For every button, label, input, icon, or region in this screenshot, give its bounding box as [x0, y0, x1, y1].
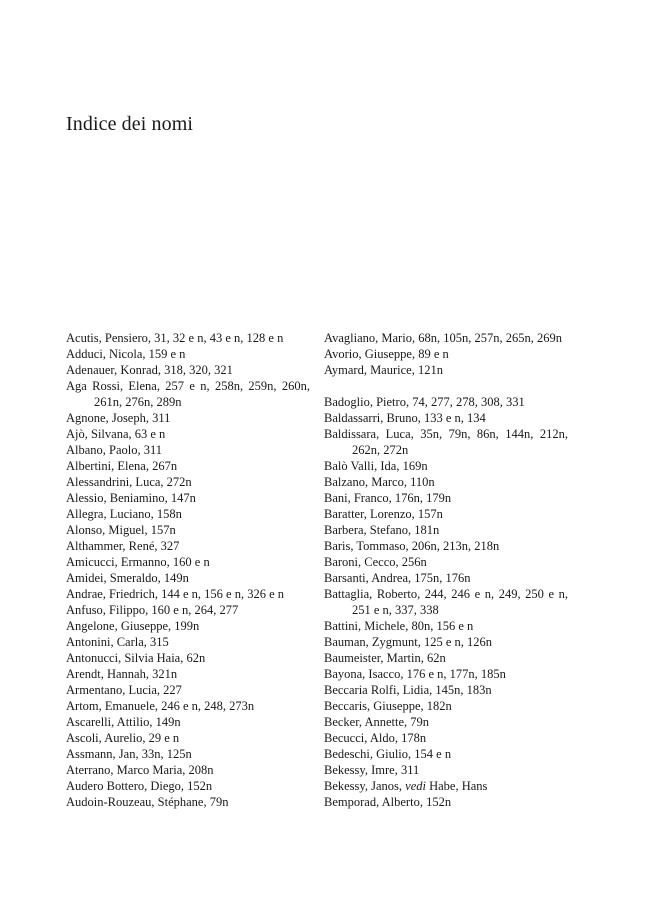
index-entry: Bemporad, Alberto, 152n: [324, 795, 452, 809]
index-entry: Angelone, Giuseppe, 199n: [66, 619, 200, 633]
group-separator: [324, 378, 568, 394]
index-entry: Andrae, Friedrich, 144 e n, 156 e n, 326 e n: [66, 587, 284, 601]
index-entry: Baris, Tommaso, 206n, 213n, 218n: [324, 539, 500, 553]
index-group-av: [324, 330, 568, 378]
index-group-b-end: [324, 794, 568, 810]
index-entry: Battini, Michele, 80n, 156 e n: [324, 619, 474, 633]
index-entry: Althammer, René, 327: [66, 539, 180, 553]
index-entry: Antonini, Carla, 315: [66, 635, 169, 649]
index-entry: Beccaria Rolfi, Lidia, 145n, 183n: [324, 683, 492, 697]
index-entry: Becucci, Aldo, 178n: [324, 731, 427, 745]
page-title: Indice dei nomi: [66, 113, 194, 135]
index-entry: Amicucci, Ermanno, 160 e n: [66, 555, 210, 569]
index-entry: Barsanti, Andrea, 175n, 176n: [324, 571, 471, 585]
index-entry: Alessandrini, Luca, 272n: [66, 475, 192, 489]
cross-reference-vedi: vedi: [405, 779, 426, 793]
index-entry: Bekessy, Imre, 311: [324, 763, 420, 777]
index-entry: Armentano, Lucia, 227: [66, 683, 182, 697]
index-entry: Battaglia, Roberto, 244, 246 e n, 249, 250 e n, 251 e n, 337, 338: [324, 587, 568, 617]
index-entry: Baratter, Lorenzo, 157n: [324, 507, 443, 521]
index-entry: Avorio, Giuseppe, 89 e n: [324, 347, 449, 361]
index-entry: Adenauer, Konrad, 318, 320, 321: [66, 363, 233, 377]
index-entry: Audoin-Rouzeau, Stéphane, 79n: [66, 795, 229, 809]
index-group-b: [324, 394, 568, 778]
entry-text: Habe, Hans: [425, 779, 488, 793]
index-entry: Baldassarri, Bruno, 133 e n, 134: [324, 411, 486, 425]
index-entry: Aymard, Maurice, 121n: [324, 363, 443, 377]
index-column-left: [66, 330, 310, 810]
index-entry: Agnone, Joseph, 311: [66, 411, 171, 425]
index-entry: Audero Bottero, Diego, 152n: [66, 779, 213, 793]
index-entry: Anfuso, Filippo, 160 e n, 264, 277: [66, 603, 239, 617]
index-entry: Amidei, Smeraldo, 149n: [66, 571, 189, 585]
index-entry: Bedeschi, Giulio, 154 e n: [324, 747, 452, 761]
index-column-right: [324, 330, 568, 810]
index-entry: Avagliano, Mario, 68n, 105n, 257n, 265n, 269n: [324, 331, 562, 345]
index-entry: Arendt, Hannah, 321n: [66, 667, 178, 681]
index-entry: Ascarelli, Attilio, 149n: [66, 715, 181, 729]
index-entry: Ajò, Silvana, 63 e n: [66, 427, 166, 441]
index-entry: Bauman, Zygmunt, 125 e n, 126n: [324, 635, 493, 649]
index-entry: Alessio, Beniamino, 147n: [66, 491, 196, 505]
index-entry: Antonucci, Silvia Haia, 62n: [66, 651, 206, 665]
index-entry: Artom, Emanuele, 246 e n, 248, 273n: [66, 699, 255, 713]
index-entry: Balzano, Marco, 110n: [324, 475, 435, 489]
index-entry: Barbera, Stefano, 181n: [324, 523, 440, 537]
index-entry: Aterrano, Marco Maria, 208n: [66, 763, 214, 777]
index-entry: Baroni, Cecco, 256n: [324, 555, 427, 569]
index-entry: Aga Rossi, Elena, 257 e n, 258n, 259n, 260n, 261n, 276n, 289n: [66, 379, 310, 409]
index-entry: Assmann, Jan, 33n, 125n: [66, 747, 192, 761]
index-entry: Albano, Paolo, 311: [66, 443, 163, 457]
index-entry: Baldissara, Luca, 35n, 79n, 86n, 144n, 212n, 262n, 272n: [324, 427, 568, 457]
index-entry: Becker, Annette, 79n: [324, 715, 430, 729]
index-entry: Adduci, Nicola, 159 e n: [66, 347, 186, 361]
index-entry: Ascoli, Aurelio, 29 e n: [66, 731, 180, 745]
index-entry: Beccaris, Giuseppe, 182n: [324, 699, 452, 713]
index-entry: Acutis, Pensiero, 31, 32 e n, 43 e n, 128 e n: [66, 331, 284, 345]
index-entry: Badoglio, Pietro, 74, 277, 278, 308, 331: [324, 395, 525, 409]
index-entry: Allegra, Luciano, 158n: [66, 507, 182, 521]
index-entry: [324, 778, 568, 794]
index-entry: Bani, Franco, 176n, 179n: [324, 491, 452, 505]
index-entry: Albertini, Elena, 267n: [66, 459, 178, 473]
index-entry: Balò Valli, Ida, 169n: [324, 459, 428, 473]
index-entry: Bayona, Isacco, 176 e n, 177n, 185n: [324, 667, 506, 681]
index-entry: Alonso, Miguel, 157n: [66, 523, 176, 537]
entry-text: Bekessy, Janos,: [324, 779, 406, 793]
index-entry: Baumeister, Martin, 62n: [324, 651, 446, 665]
